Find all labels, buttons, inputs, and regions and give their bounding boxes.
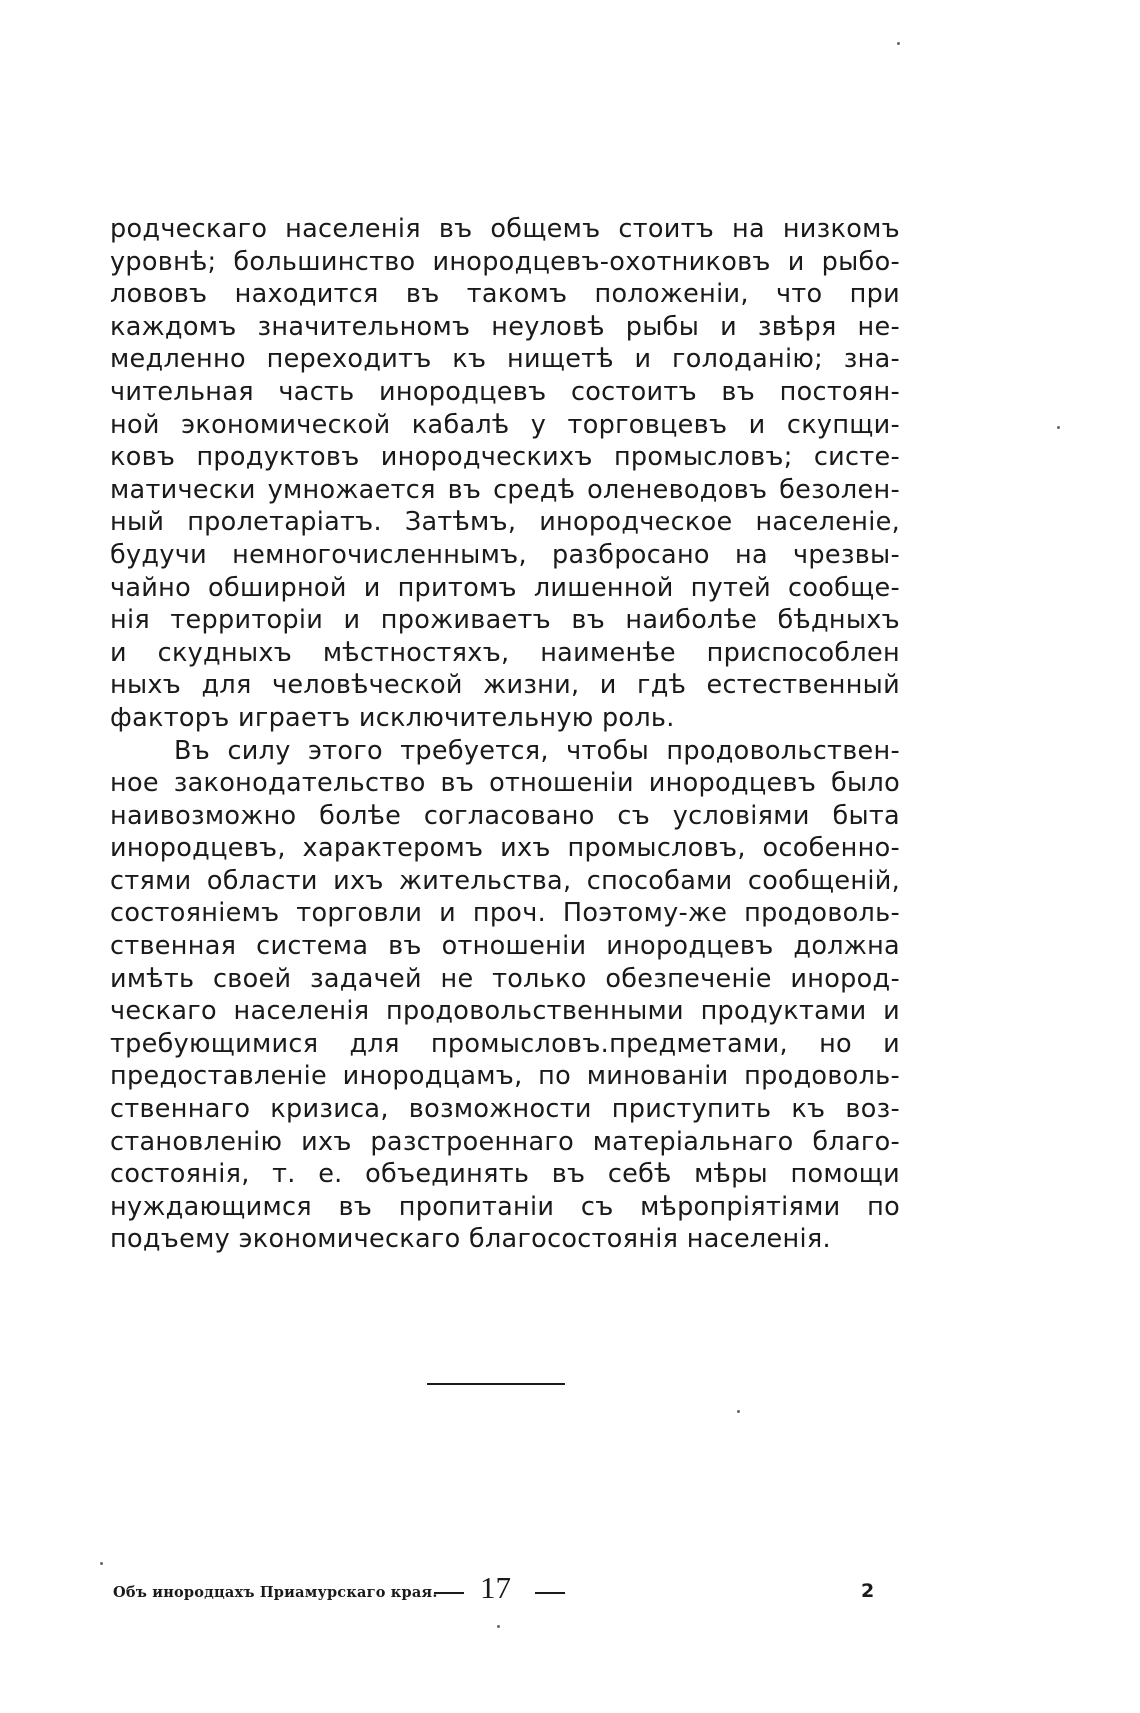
print-speck: [737, 1410, 740, 1413]
text-line: каждомъ значительномъ неуловѣ рыбы и звѣря не-: [110, 311, 900, 342]
paragraph-2: [110, 735, 900, 1257]
print-speck: [897, 42, 900, 45]
signature-mark: 2: [861, 1580, 875, 1602]
page-number: [480, 1570, 511, 1606]
body-text: [110, 213, 900, 1256]
text-line: матически умножается въ средѣ оленеводовъ безолен-: [110, 474, 900, 505]
text-line: инородцевъ, характеромъ ихъ промысловъ, особенно-: [110, 833, 900, 864]
text-line: медленно переходитъ къ нищетѣ и голоданію; зна-: [110, 344, 900, 375]
page-number-text: 17: [480, 1570, 511, 1605]
print-speck: [100, 1562, 103, 1565]
text-line: наивозможно болѣе согласовано съ условіями быта: [110, 800, 900, 831]
text-line: ческаго населенія продовольственными продуктами и: [110, 996, 900, 1027]
text-line: чительная часть инородцевъ состоитъ въ постоян-: [110, 376, 900, 407]
running-title: Объ инородцахъ Приамурскаго края.: [113, 1584, 438, 1601]
text-line: имѣть своей задачей не только обезпеченіе инород-: [110, 963, 900, 994]
text-line: лововъ находится въ такомъ положеніи, что при: [110, 279, 900, 310]
text-line: ной экономической кабалѣ у торговцевъ и скупщи-: [110, 409, 900, 440]
text-line: подъему экономическаго благосостоянія населенія.: [110, 1224, 831, 1255]
page-footer: [0, 1570, 1140, 1610]
text-line: родческаго населенія въ общемъ стоитъ на низкомъ: [110, 214, 900, 244]
text-line: состояніемъ торговли и проч. Поэтому-же продоволь-: [110, 898, 900, 929]
text-line: ный пролетаріатъ. Затѣмъ, инородческое населеніе,: [110, 507, 900, 538]
text-line: ственная система въ отношеніи инородцевъ должна: [110, 931, 900, 962]
text-line: нія территоріи и проживаетъ въ наиболѣе бѣдныхъ: [110, 605, 900, 636]
text-line: ныхъ для человѣческой жизни, и гдѣ естественный: [110, 670, 900, 701]
text-line: и скудныхъ мѣстностяхъ, наименѣе приспособлен: [110, 637, 900, 668]
page-number-dash-left: [434, 1592, 464, 1594]
text-line: уровнѣ; большинство инородцевъ-охотниковъ и рыбо-: [110, 246, 900, 277]
text-line: Въ силу этого требуется, чтобы продовольствен-: [174, 735, 900, 766]
section-divider: [427, 1383, 565, 1385]
paragraph-1: [110, 213, 900, 735]
text-line: предоставленіе инородцамъ, по минованіи продоволь-: [110, 1061, 900, 1092]
text-line: чайно обширной и притомъ лишенной путей сообще-: [110, 572, 900, 603]
print-speck: [497, 1625, 500, 1628]
text-line: нуждающимся въ пропитаніи съ мѣропріятіями по: [110, 1191, 900, 1222]
text-line: ственнаго кризиса, возможности приступить къ воз-: [110, 1094, 900, 1125]
text-line: ковъ продуктовъ инородческихъ промысловъ; систе-: [110, 442, 900, 473]
text-line: стями области ихъ жительства, способами сообщеній,: [110, 865, 900, 896]
text-line: требующимися для промысловъ.предметами, но и: [110, 1028, 900, 1059]
text-line: ное законодательство въ отношеніи инородцевъ было: [110, 768, 900, 799]
page-number-dash-right: [535, 1592, 565, 1594]
text-line: будучи немногочисленнымъ, разбросано на чрезвы-: [110, 539, 900, 570]
text-line: состоянія, т. е. объединять въ себѣ мѣры помощи: [110, 1159, 900, 1190]
print-speck: [1057, 426, 1060, 429]
text-line: факторъ играетъ исключительную роль.: [110, 702, 675, 733]
text-line: становленію ихъ разстроеннаго матеріальнаго благо-: [110, 1126, 900, 1157]
